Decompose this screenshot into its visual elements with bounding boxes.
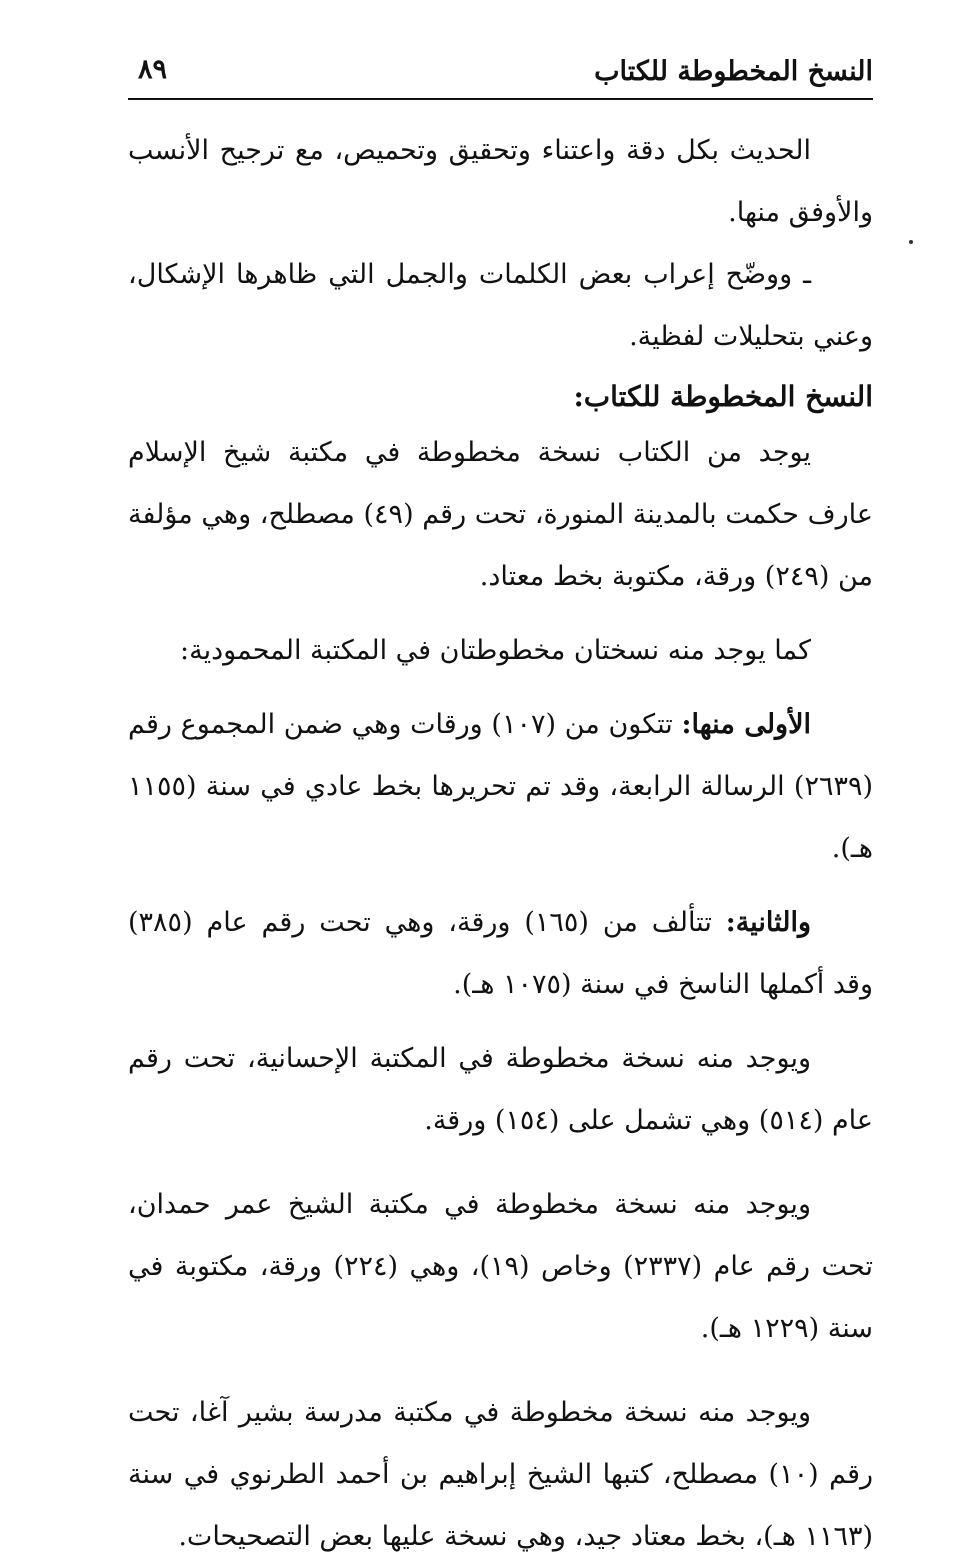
paragraph-ihsaniya: ويوجد منه نسخة مخطوطة في المكتبة الإحسانية، تحت رقم عام (٥١٤) وهي تشمل على (١٥٤) ورقة. [128,1043,873,1136]
page-header [128,48,873,100]
second-copy-label: والثانية: [725,907,811,938]
second-copy-text: تتألف من (١٦٥) ورقة، وهي تحت رقم عام (٣٨٥) وقد أكملها الناسخ في سنة (١٠٧٥ هـ). [128,907,873,1000]
header-divider [128,98,873,100]
paragraph-intro: الحديث بكل دقة واعتناء وتحقيق وتحميص، مع ترجيح الأنسب والأوفق منها. [128,135,873,228]
paragraph-mahmudiya: كما يوجد منه نسختان مخطوطتان في المكتبة المحمودية: [180,635,811,666]
paragraph-main-copy: يوجد من الكتاب نسخة مخطوطة في مكتبة شيخ الإسلام عارف حكمت بالمدينة المنورة، تحت رقم (٤٩) مصطلح، وهي مؤلفة من (٢٤٩) ورقة، مكتوبة بخط معتاد. [128,437,873,592]
page-number: ٨٩ [138,54,168,85]
paragraph-bullet: ـ ووضّح إعراب بعض الكلمات والجمل التي ظاهرها الإشكال، وعني بتحليلات لفظية. [128,259,873,352]
section-heading: النسخ المخطوطة للكتاب: [573,380,873,413]
paragraph-hamdan: ويوجد منه نسخة مخطوطة في مكتبة الشيخ عمر حمدان، تحت رقم عام (٢٣٣٧) وخاص (١٩)، وهي (٢٢٤) ورقة، مكتوبة في سنة (١٢٢٩ هـ). [128,1189,873,1344]
margin-dot [909,240,913,244]
paragraph-second-copy [128,892,873,1016]
first-copy-text: تتكون من (١٠٧) ورقات وهي ضمن المجموع رقم (٢٦٣٩) الرسالة الرابعة، وقد تم تحريرها بخط عادي في سنة (١١٥٥ هـ). [128,709,873,864]
first-copy-label: الأولى منها: [681,709,811,740]
paragraph-bashir-agha: ويوجد منه نسخة مخطوطة في مكتبة مدرسة بشير آغا، تحت رقم (١٠) مصطلح، كتبها الشيخ إبراهيم بن أحمد الطرنوي في سنة (١١٦٣ هـ)، بخط معتاد جيد، وهي نسخة عليها بعض التصحيحات. [128,1397,874,1552]
paragraph-first-copy [128,694,873,880]
page-body [128,120,873,1568]
running-title: النسخ المخطوطة للكتاب [594,56,873,87]
